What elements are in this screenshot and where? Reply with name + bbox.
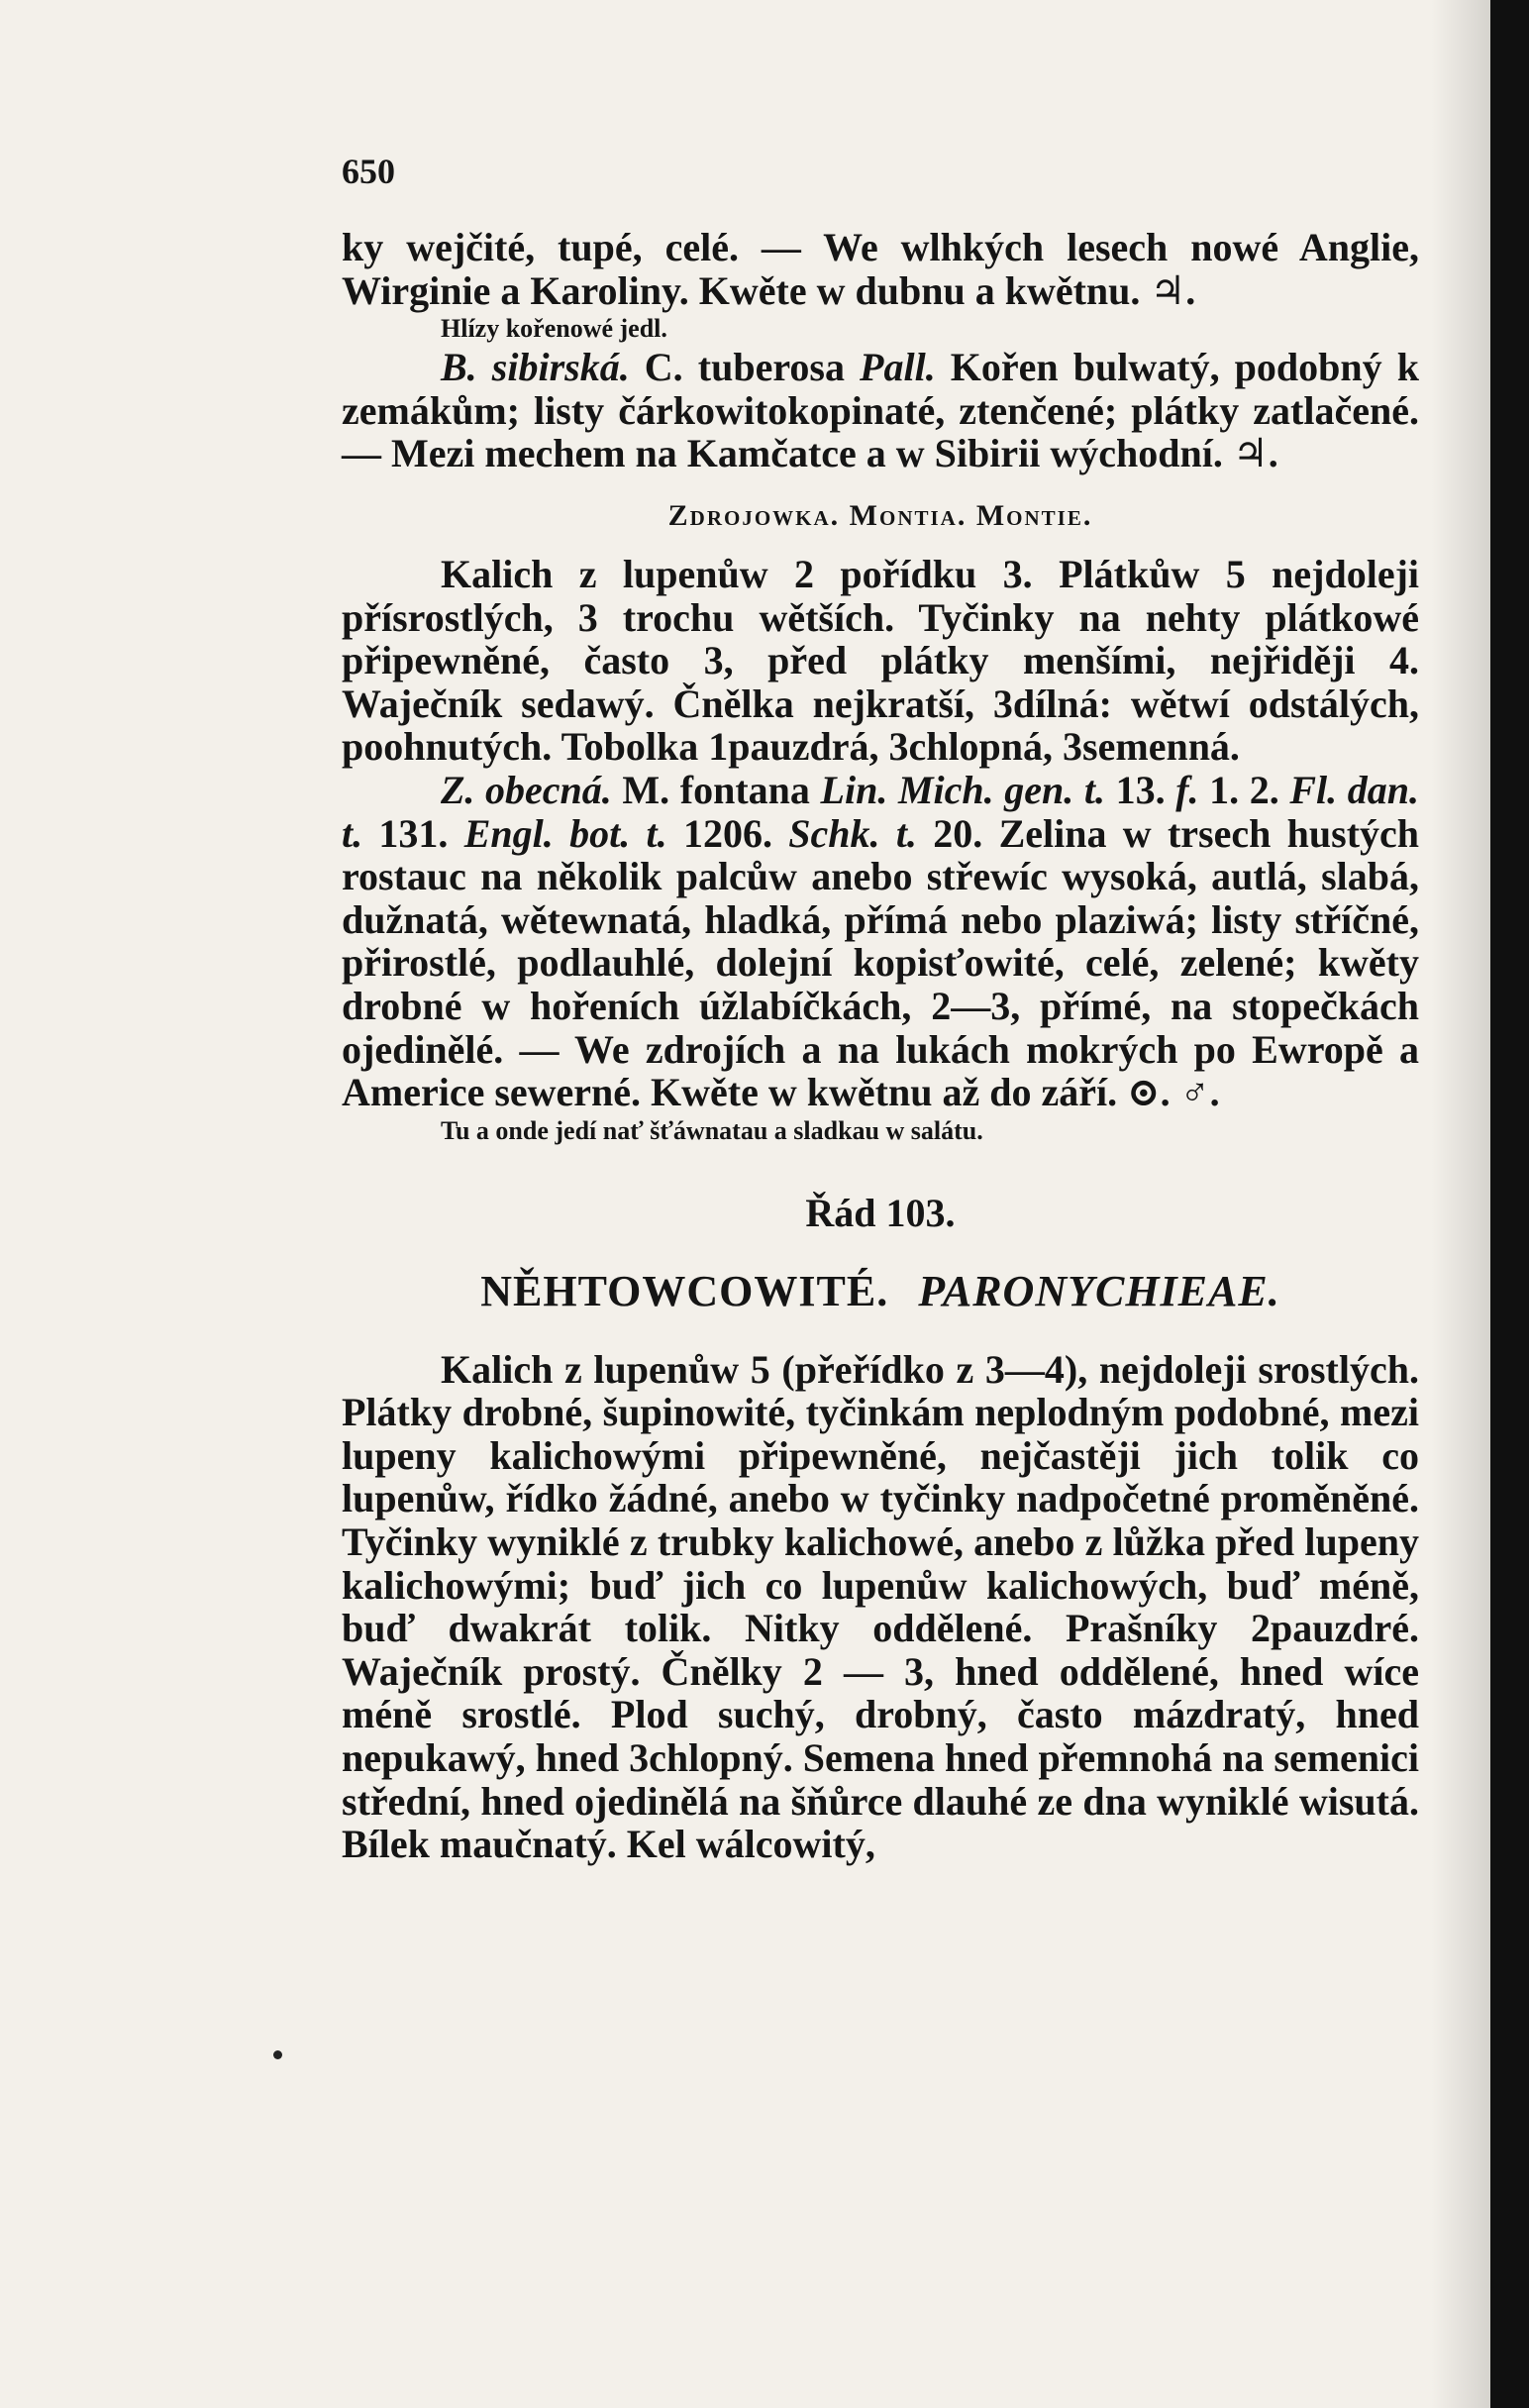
reference-number: 20.: [916, 810, 999, 856]
reference-label: Engl. bot. t.: [463, 810, 667, 856]
page-edge-shadow: [1431, 0, 1490, 2408]
family-title: [342, 1266, 1419, 1316]
margin-ink-dot: [273, 2050, 282, 2059]
species-authority: Pall.: [860, 345, 936, 390]
reference-number: 131.: [362, 810, 464, 856]
species-name: Z. obecná.: [441, 767, 612, 812]
paragraph-continuation: ky wejčité, tupé, celé. — We wlhkých lesech nowé Anglie, Wirginie a Karoliny. Kwěte w dubnu a kwětnu. ♃.: [342, 225, 1419, 313]
genus-description: Kalich z lupenůw 2 pořídku 3. Plátkůw 5 nejdoleji přísrostlých, 3 trochu wětších. Tyčinky na nehty plátkowé připewněné, často 3, před plátky menšími, nejřiději 4. Waječník sedawý. Čnělka nejkratší, 3dílná: wětwí odstálých, poohnutých. Tobolka 1pauzdrá, 3chlopná, 3semenná.: [342, 551, 1419, 770]
species-synonym: C. tuberosa: [629, 345, 861, 390]
reference-label: Schk. t.: [788, 810, 917, 856]
genus-heading: Zdrojowka. Montia. Montie.: [667, 498, 1093, 532]
page-number: 650: [342, 152, 395, 191]
order-number: Řád 103.: [805, 1190, 956, 1235]
reference-label: Lin. Mich. gen. t.: [820, 767, 1105, 812]
species-entry-obecna: [342, 769, 1419, 1114]
species-description: Kořen bulwatý, podobný k zemákům; listy čárkowitokopinaté, ztenčené; plátky zatlačené. — Mezi mechem na Kamčatce a w Sibirii wýchodní. ♃.: [342, 345, 1419, 476]
reference-number: 1206.: [666, 810, 789, 856]
species-synonym: M. fontana: [611, 767, 821, 812]
reference-number: 1. 2.: [1198, 767, 1290, 812]
usage-note: Hlízy kořenowé jedl.: [441, 314, 667, 344]
reference-label: Fl. dan. t.: [342, 767, 1420, 856]
species-entry-sibirska: [342, 346, 1419, 475]
family-description: Kalich z lupenůw 5 (přeřídko z 3—4), nejdoleji srostlých. Plátky drobné, šupinowité, tyčinkám neplodným podobné, mezi lupeny kalichowými připewněné, nejčastěji jich tolik co lupenůw, řídko žádné, anebo w tyčinky nadpočetné proměněné. Tyčinky wyniklé z trubky kalichowé, anebo z lůžka před lupeny kalichowými; buď jich co lupenůw kalichowých, buď méně, buď dwakrát tolik. Nitky oddělené. Prašníky 2pauzdré. Waječník prostý. Čnělky 2 — 3, hned oddělené, hned wíce méně srostlé. Plod suchý, drobný, často mázdratý, hned nepukawý, hned 3chlopný. Semena hned přemnohá na semenici střední, hned ojedinělá na šňůrce dlauhé ze dna wyniklé wisutá. Bílek maučnatý. Kel wálcowitý,: [342, 1346, 1419, 1867]
species-name: B. sibirská.: [441, 345, 630, 390]
species-description: Zelina w trsech hustých rostauc na několik palcůw anebo střewíc wysoká, autlá, slabá, dužnatá, wětewnatá, hladká, přímá nebo plaziwá; listy stříčné, přirostlé, podlauhlé, dolejní kopisťowité, celé, zelené; kwěty drobné w hořeních úžlabíčkách, 2—3, přímé, na stopečkách ojedinělé. — We zdrojích a na lukách mokrých po Ewropě a Americe sewerné. Kwěte w kwětnu až do září. ⊙. ♂.: [342, 810, 1420, 1115]
reference-label: f.: [1175, 767, 1199, 812]
usage-note: Tu a onde jedí nať šťáwnatau a sladkau w salátu.: [441, 1115, 983, 1145]
family-title-latin: PARONYCHIEAE.: [918, 1266, 1280, 1315]
page-content: [342, 226, 1419, 1866]
reference-number: 13.: [1104, 767, 1176, 812]
family-title-czech: NĚHTOWCOWITÉ.: [480, 1266, 889, 1315]
